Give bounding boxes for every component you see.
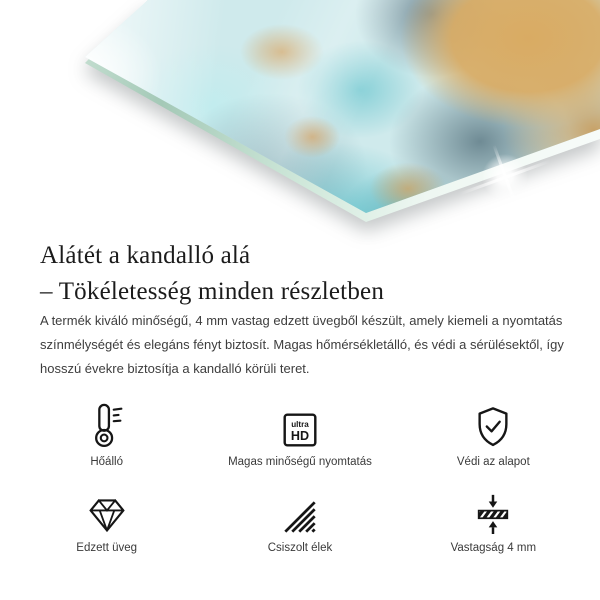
feature-label: Hőálló xyxy=(90,456,123,468)
feature-label: Csiszolt élek xyxy=(267,542,333,554)
shield-check-icon xyxy=(473,400,513,448)
feature-label: Védi az alapot xyxy=(456,456,530,468)
page-title-line2: – Tökéletesség minden részletben xyxy=(40,278,385,305)
page-title-line1: Alátét a kandalló alá xyxy=(40,242,251,269)
feature-print-quality xyxy=(203,400,396,468)
feature-grid xyxy=(10,400,590,554)
product-photo xyxy=(0,0,600,236)
glass-panel-surface xyxy=(0,0,600,236)
page-title xyxy=(40,238,384,310)
feature-protects-base xyxy=(397,400,590,468)
feature-label: Edzett üveg xyxy=(76,542,138,554)
feature-label: Vastagság 4 mm xyxy=(450,542,537,554)
polished-edges-icon xyxy=(282,486,318,534)
feature-tempered-glass xyxy=(10,486,203,554)
feature-polished-edges xyxy=(203,486,396,554)
diamond-icon xyxy=(87,486,127,534)
product-description xyxy=(40,309,585,381)
sparkle-glow xyxy=(481,153,529,201)
feature-label: Magas minőségű nyomtatás xyxy=(228,456,372,468)
ultra-hd-text-top: ultra xyxy=(291,419,309,429)
feature-heat-resistant xyxy=(10,400,203,468)
description-line: hosszú évekre biztosítja a kandalló körüli teret. xyxy=(40,361,310,376)
description-line: A termék kiváló minőségű, 4 mm vastag edzett üvegből készült, amely kiemeli a nyomtatás xyxy=(40,313,563,328)
glass-panel xyxy=(0,0,600,236)
thickness-icon xyxy=(472,486,514,534)
ultra-hd-text-bottom: HD xyxy=(290,428,310,443)
feature-thickness xyxy=(397,486,590,554)
thermometer-icon xyxy=(87,400,127,448)
ultra-hd-icon xyxy=(282,400,318,448)
description-line: színmélységét és elegáns fényt biztosít. Magas hőmérsékletálló, és védi a sérülésektől, így xyxy=(40,337,564,352)
